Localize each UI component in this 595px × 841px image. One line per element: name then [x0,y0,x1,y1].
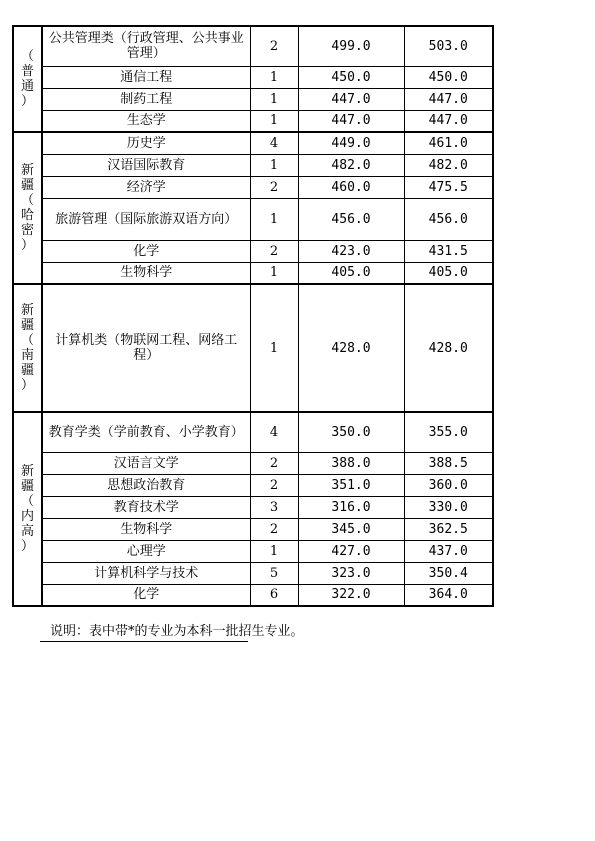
table-row [13,132,493,154]
count-cell: 3 [250,496,298,518]
count-cell: 2 [250,240,298,262]
major-cell: 计算机科学与技术 [42,562,250,584]
min-score-cell: 447.0 [298,88,404,110]
region-label: 新疆（内高） [20,464,34,554]
table-row [13,474,493,496]
max-score-cell: 461.0 [404,132,493,154]
major-cell: 教育技术学 [42,496,250,518]
table-row [13,88,493,110]
max-score-cell: 437.0 [404,540,493,562]
table-row [13,562,493,584]
major-cell: 化学 [42,584,250,606]
major-cell: 通信工程 [42,66,250,88]
count-cell: 6 [250,584,298,606]
admission-scores-table [12,25,494,607]
region-cell [13,412,42,606]
count-cell: 2 [250,452,298,474]
count-cell: 4 [250,412,298,452]
count-cell: 1 [250,198,298,240]
max-score-cell: 456.0 [404,198,493,240]
max-score-cell: 362.5 [404,518,493,540]
major-cell: 制药工程 [42,88,250,110]
count-cell: 1 [250,154,298,176]
major-cell: 教育学类（学前教育、小学教育） [42,412,250,452]
max-score-cell: 350.4 [404,562,493,584]
min-score-cell: 316.0 [298,496,404,518]
major-cell: 汉语国际教育 [42,154,250,176]
max-score-cell: 355.0 [404,412,493,452]
table-row [13,496,493,518]
count-cell: 1 [250,540,298,562]
max-score-cell: 482.0 [404,154,493,176]
region-label: （普通） [20,49,34,109]
table-row [13,284,493,412]
min-score-cell: 482.0 [298,154,404,176]
region-cell [13,26,42,132]
count-cell: 4 [250,132,298,154]
major-cell: 汉语言文学 [42,452,250,474]
max-score-cell: 360.0 [404,474,493,496]
max-score-cell: 475.5 [404,176,493,198]
major-cell: 计算机类（物联网工程、网络工程） [42,284,250,412]
table-row [13,154,493,176]
count-cell: 2 [250,176,298,198]
count-cell: 1 [250,284,298,412]
count-cell: 2 [250,518,298,540]
region-cell [13,284,42,412]
max-score-cell: 330.0 [404,496,493,518]
table-row [13,452,493,474]
max-score-cell: 431.5 [404,240,493,262]
min-score-cell: 447.0 [298,110,404,132]
min-score-cell: 423.0 [298,240,404,262]
max-score-cell: 428.0 [404,284,493,412]
min-score-cell: 405.0 [298,262,404,284]
max-score-cell: 405.0 [404,262,493,284]
region-cell [13,132,42,284]
major-cell: 生物科学 [42,518,250,540]
min-score-cell: 345.0 [298,518,404,540]
min-score-cell: 460.0 [298,176,404,198]
min-score-cell: 388.0 [298,452,404,474]
major-cell: 生物科学 [42,262,250,284]
table-row [13,198,493,240]
footnote-underline [40,641,248,642]
min-score-cell: 322.0 [298,584,404,606]
region-label: 新疆（哈密） [20,163,34,253]
major-cell: 历史学 [42,132,250,154]
count-cell: 2 [250,474,298,496]
min-score-cell: 350.0 [298,412,404,452]
count-cell: 1 [250,88,298,110]
min-score-cell: 428.0 [298,284,404,412]
major-cell: 化学 [42,240,250,262]
min-score-cell: 449.0 [298,132,404,154]
count-cell: 1 [250,262,298,284]
major-cell: 经济学 [42,176,250,198]
max-score-cell: 364.0 [404,584,493,606]
max-score-cell: 447.0 [404,110,493,132]
count-cell: 1 [250,110,298,132]
major-cell: 旅游管理（国际旅游双语方向） [42,198,250,240]
max-score-cell: 388.5 [404,452,493,474]
table-row [13,262,493,284]
region-label: 新疆（南疆） [20,303,34,393]
table-row [13,26,493,66]
max-score-cell: 503.0 [404,26,493,66]
max-score-cell: 447.0 [404,88,493,110]
table-row [13,176,493,198]
footnote: 说明：表中带*的专业为本科一批招生专业。 [50,624,304,639]
min-score-cell: 456.0 [298,198,404,240]
count-cell: 2 [250,26,298,66]
max-score-cell: 450.0 [404,66,493,88]
table-row [13,412,493,452]
min-score-cell: 427.0 [298,540,404,562]
major-cell: 思想政治教育 [42,474,250,496]
table-row [13,66,493,88]
table-row [13,240,493,262]
table-row [13,584,493,606]
major-cell: 生态学 [42,110,250,132]
table-row [13,540,493,562]
count-cell: 1 [250,66,298,88]
min-score-cell: 499.0 [298,26,404,66]
major-cell: 心理学 [42,540,250,562]
table-row [13,110,493,132]
min-score-cell: 450.0 [298,66,404,88]
min-score-cell: 351.0 [298,474,404,496]
table-row [13,518,493,540]
major-cell: 公共管理类（行政管理、公共事业管理） [42,26,250,66]
min-score-cell: 323.0 [298,562,404,584]
count-cell: 5 [250,562,298,584]
